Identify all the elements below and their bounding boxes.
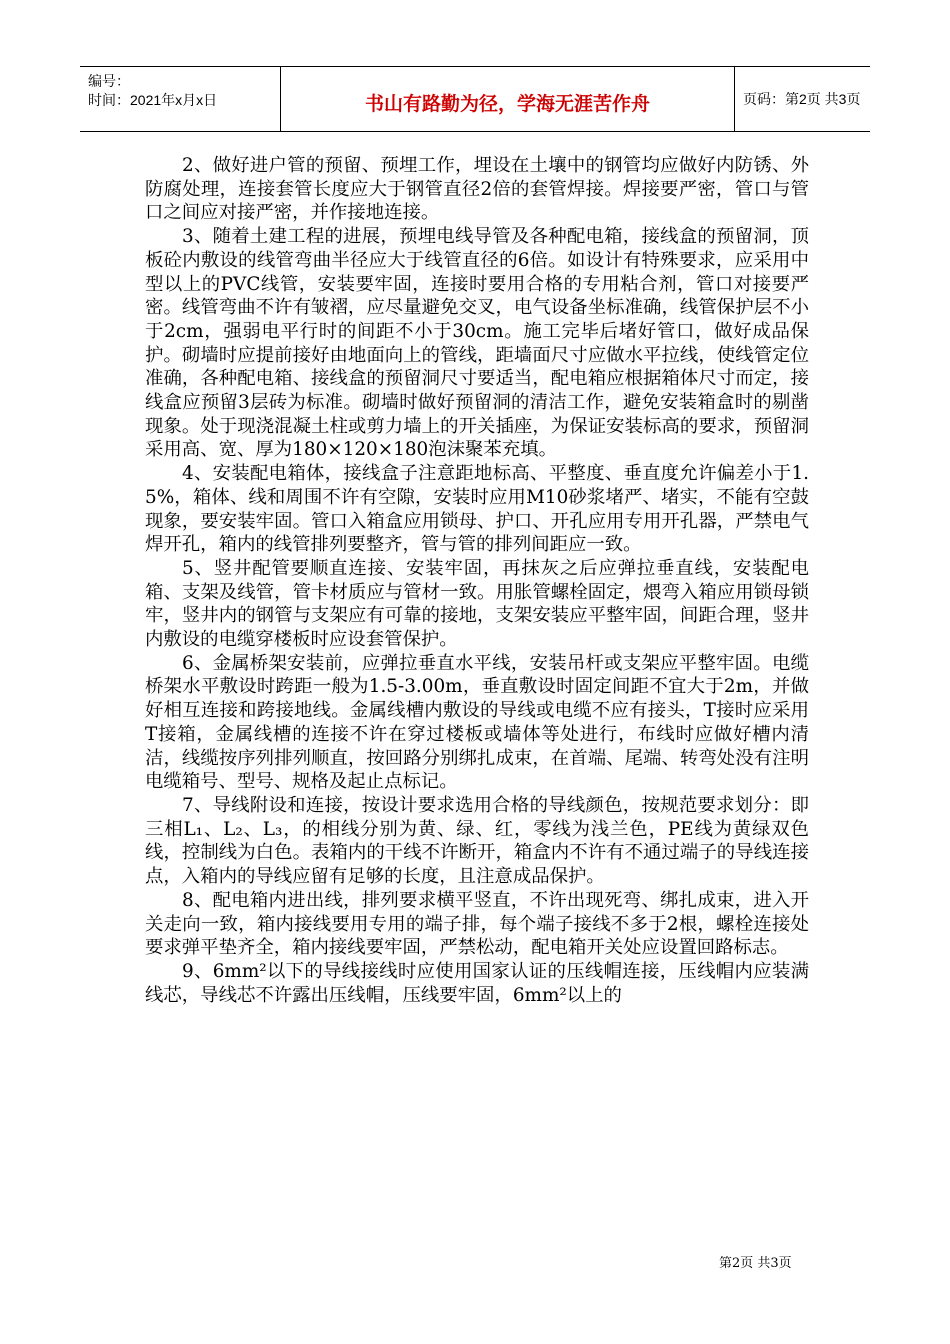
header-motto-cell <box>281 67 735 131</box>
paragraph-7: 7、导线附设和连接，按设计要求选用合格的导线颜色，按规范要求划分：即三相L₁、L₂、L₃，的相线分别为黄、绿、红，零线为浅兰色，PE线为黄绿双色线，控制线为白色。表箱内的干线不许断开，箱盒内不许有不通过端子的导线连接点，入箱内的导线应留有足够的长度，且注意成品保护。 <box>145 794 809 888</box>
paragraph-9: 9、6mm²以下的导线接线时应使用国家认证的压线帽连接，压线帽内应装满线芯，导线芯不许露出压线帽，压线要牢固，6mm²以上的 <box>145 960 809 1006</box>
header-page-cell <box>735 67 870 131</box>
header-motto: 书山有路勤为径，学海无涯苦作舟 <box>364 93 650 115</box>
header-meta-cell <box>80 67 281 131</box>
paragraph-5: 5、竖井配管要顺直连接、安装牢固，再抹灰之后应弹拉垂直线，安装配电箱、支架及线管，管卡材质应与管材一致。用胀管螺栓固定，煨弯入箱应用锁母锁牢，竖井内的钢管与支架应有可靠的接地，支架安装应平整牢固，间距合理，竖井内敷设的电缆穿楼板时应设套管保护。 <box>145 557 809 651</box>
paragraph-4: 4、安装配电箱体，接线盒子注意距地标高、平整度、垂直度允许偏差小于1.5%，箱体、线和周围不许有空隙，安装时应用M10砂浆堵严、堵实，不能有空鼓现象，要安装牢固。管口入箱盒应用锁母、护口、开孔应用专用开孔器，严禁电气焊开孔，箱内的线管排列要整齐，管与管的排列间距应一致。 <box>145 463 809 556</box>
paragraph-2: 2、做好进户管的预留、预埋工作，埋设在土壤中的钢管均应做好内防锈、外防腐处理，连接套管长度应大于钢管直径2倍的套管焊接。焊接要严密，管口与管口之间应对接严密，并作接地连接。 <box>145 155 809 224</box>
header-page-number: 页码：第2页 共3页 <box>743 91 861 107</box>
document-header <box>80 66 870 132</box>
document-number-label: 编号： <box>88 73 130 89</box>
footer-page-number: 第2页 共3页 <box>719 1256 792 1271</box>
document-body <box>145 154 809 1007</box>
paragraph-6: 6、金属桥架安装前，应弹拉垂直水平线，安装吊杆或支架应平整牢固。电缆桥架水平敷设时跨距一般为1.5-3.00m，垂直敷设时固定间距不宜大于2m，并做好相互连接和跨接地线。金属线槽内敷设的导线或电缆不应有接头，T接时应采用T接箱，金属线槽的连接不许在穿过楼板或墙体等处进行，布线时应做好槽内清洁，线缆按序列排列顺直，按回路分别绑扎成束，在首端、尾端、转弯处没有注明电缆箱号、型号、规格及起止点标记。 <box>145 652 809 793</box>
document-date-label: 时间：2021年x月x日 <box>88 92 218 108</box>
paragraph-8: 8、配电箱内进出线，排列要求横平竖直，不许出现死弯、绑扎成束，进入开关走向一致，箱内接线要用专用的端子排，每个端子接线不多于2根，螺栓连接处要求弹平垫齐全，箱内接线要牢固，严禁松动，配电箱开关处应设置回路标志。 <box>145 889 809 959</box>
paragraph-3: 3、随着土建工程的进展，预埋电线导管及各种配电箱，接线盒的预留洞，顶板砼内敷设的线管弯曲半径应大于线管直径的6倍。如设计有特殊要求，应采用中型以上的PVC线管，安装要牢固，连接时要用合格的专用粘合剂，管口对接要严密。线管弯曲不许有皱褶，应尽量避免交叉，电气设备坐标准确，线管保护层不小于2cm，强弱电平行时的间距不小于30cm。施工完毕后堵好管口，做好成品保护。砌墙时应提前接好由地面向上的管线，距墙面尺寸应做水平拉线，使线管定位准确，各种配电箱、接线盒的预留洞尺寸要适当，配电箱应根据箱体尺寸而定，接线盒应预留3层砖为标准。砌墙时做好预留洞的清洁工作，避免安装箱盒时的剔凿现象。处于现浇混凝土柱或剪力墙上的开关插座，为保证安装标高的要求，预留洞采用高、宽、厚为180×120×180泡沫聚苯充填。 <box>145 226 809 461</box>
